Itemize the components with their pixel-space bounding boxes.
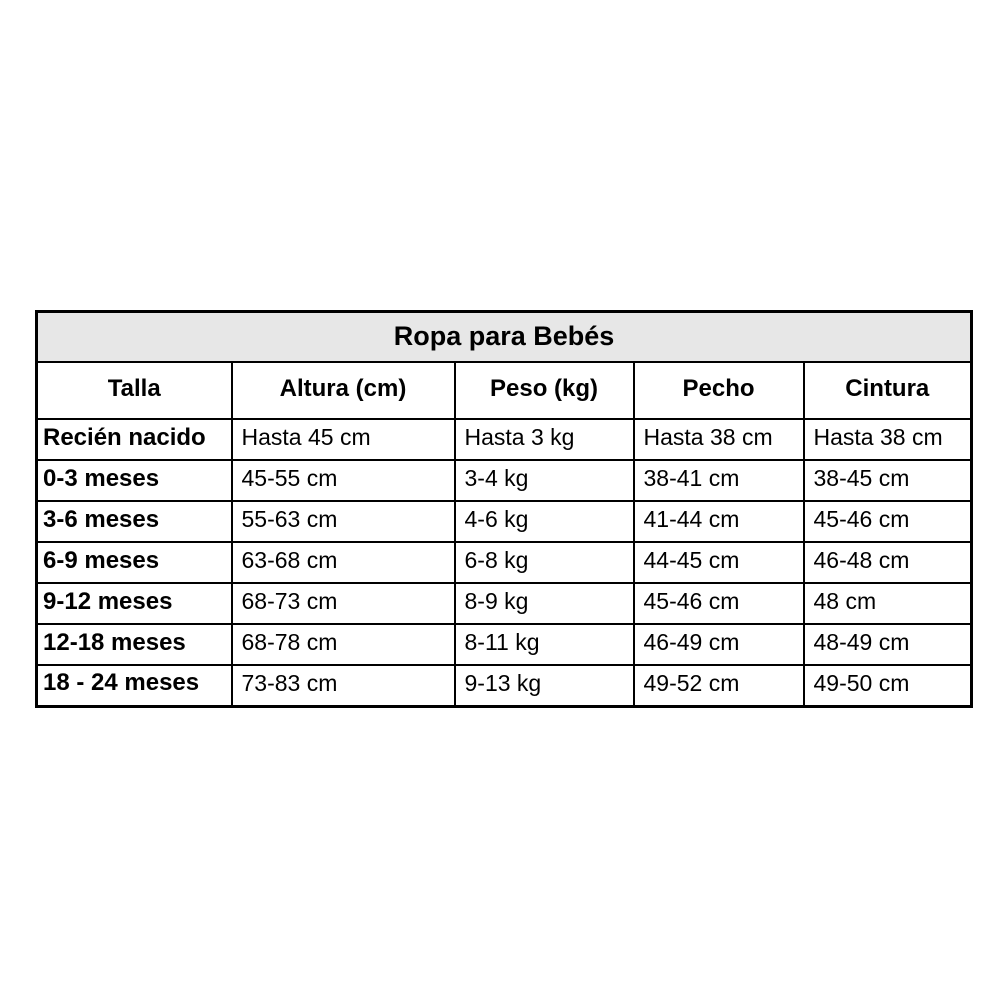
cell-peso: 8-11 kg bbox=[455, 624, 634, 665]
cell-pecho: 46-49 cm bbox=[634, 624, 804, 665]
table-row-12-18-meses bbox=[37, 624, 972, 665]
table-row-3-6-meses bbox=[37, 501, 972, 542]
cell-altura: 63-68 cm bbox=[232, 542, 455, 583]
row-label: 9-12 meses bbox=[37, 583, 232, 624]
cell-cintura: 49-50 cm bbox=[804, 665, 972, 706]
row-label: 0-3 meses bbox=[37, 460, 232, 501]
cell-cintura: 45-46 cm bbox=[804, 501, 972, 542]
table-row-6-9-meses bbox=[37, 542, 972, 583]
cell-altura: 73-83 cm bbox=[232, 665, 455, 706]
table-row-recien-nacido bbox=[37, 419, 972, 460]
cell-pecho: 41-44 cm bbox=[634, 501, 804, 542]
cell-pecho: 44-45 cm bbox=[634, 542, 804, 583]
cell-pecho: 38-41 cm bbox=[634, 460, 804, 501]
cell-cintura: 48-49 cm bbox=[804, 624, 972, 665]
cell-pecho: 49-52 cm bbox=[634, 665, 804, 706]
cell-peso: 6-8 kg bbox=[455, 542, 634, 583]
cell-peso: Hasta 3 kg bbox=[455, 419, 634, 460]
cell-peso: 4-6 kg bbox=[455, 501, 634, 542]
cell-cintura: 48 cm bbox=[804, 583, 972, 624]
table-row-18-24-meses bbox=[37, 665, 972, 706]
table-row-9-12-meses bbox=[37, 583, 972, 624]
cell-cintura: Hasta 38 cm bbox=[804, 419, 972, 460]
cell-pecho: 45-46 cm bbox=[634, 583, 804, 624]
column-header-pecho: Pecho bbox=[634, 362, 804, 419]
cell-altura: Hasta 45 cm bbox=[232, 419, 455, 460]
cell-altura: 45-55 cm bbox=[232, 460, 455, 501]
cell-peso: 3-4 kg bbox=[455, 460, 634, 501]
cell-altura: 68-78 cm bbox=[232, 624, 455, 665]
row-label: 3-6 meses bbox=[37, 501, 232, 542]
cell-altura: 55-63 cm bbox=[232, 501, 455, 542]
column-header-cintura: Cintura bbox=[804, 362, 972, 419]
table-header-row bbox=[37, 362, 972, 419]
cell-pecho: Hasta 38 cm bbox=[634, 419, 804, 460]
cell-cintura: 38-45 cm bbox=[804, 460, 972, 501]
table-title: Ropa para Bebés bbox=[37, 312, 972, 363]
table-row-0-3-meses bbox=[37, 460, 972, 501]
cell-peso: 8-9 kg bbox=[455, 583, 634, 624]
row-label: 18 - 24 meses bbox=[37, 665, 232, 706]
cell-peso: 9-13 kg bbox=[455, 665, 634, 706]
cell-cintura: 46-48 cm bbox=[804, 542, 972, 583]
cell-altura: 68-73 cm bbox=[232, 583, 455, 624]
table-title-row bbox=[37, 312, 972, 363]
row-label: 6-9 meses bbox=[37, 542, 232, 583]
row-label: Recién nacido bbox=[37, 419, 232, 460]
column-header-talla: Talla bbox=[37, 362, 232, 419]
baby-clothes-size-table bbox=[35, 310, 973, 708]
column-header-altura: Altura (cm) bbox=[232, 362, 455, 419]
row-label: 12-18 meses bbox=[37, 624, 232, 665]
column-header-peso: Peso (kg) bbox=[455, 362, 634, 419]
